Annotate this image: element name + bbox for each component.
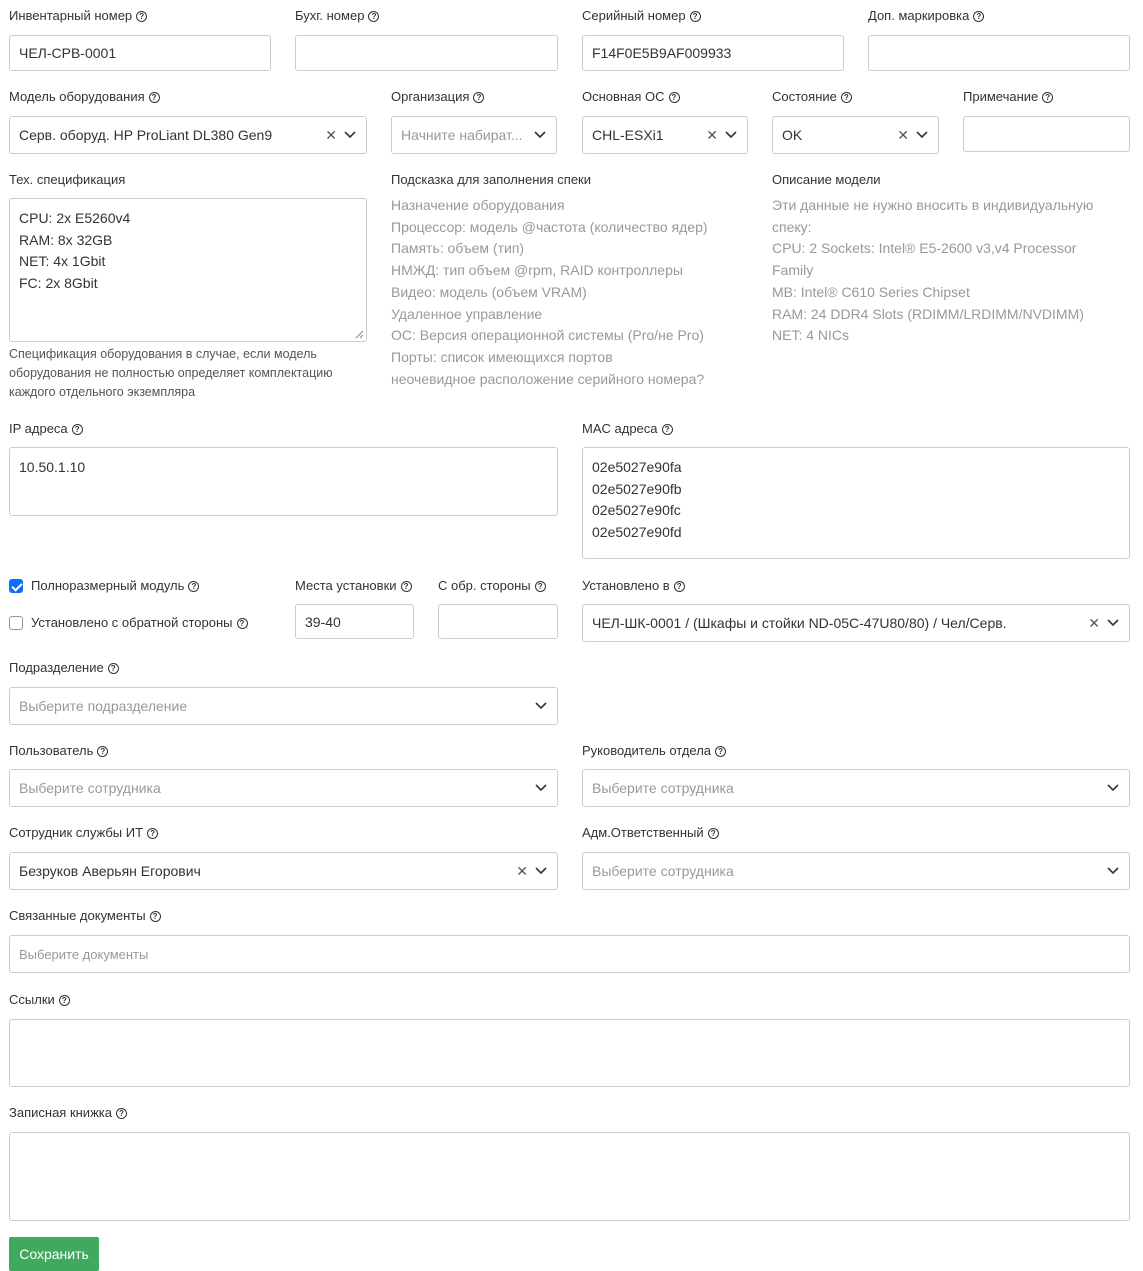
full-size-checkbox[interactable]: [9, 579, 23, 593]
chevron-down-icon[interactable]: [534, 783, 548, 793]
it-staff-select[interactable]: [9, 852, 558, 890]
spec-hint-line: Назначение оборудования: [391, 197, 565, 213]
spec-line: NET: 4x 1Gbit: [19, 253, 106, 270]
question-circle-icon[interactable]: ?: [669, 92, 680, 103]
user-label: Пользователь ?: [9, 743, 108, 759]
question-circle-icon[interactable]: ?: [973, 11, 984, 22]
model-desc-line: Эти данные не нужно вносить в индивидуальную: [772, 197, 1094, 213]
installed-in-value: ЧЕЛ-ШК-0001 / (Шкафы и стойки ND-05C-47U80/80) / Чел/Серв.: [592, 615, 1007, 631]
it-staff-value: Безруков Аверьян Егорович: [19, 863, 201, 879]
chevron-down-icon[interactable]: [343, 130, 357, 140]
spec-hint-line: неочевидное расположение серийного номера?: [391, 370, 705, 387]
os-value: CHL-ESXi1: [592, 127, 664, 143]
os-label: Основная ОС ?: [582, 89, 680, 105]
spec-line: RAM: 8x 32GB: [19, 231, 113, 248]
spec-line: CPU: 2x E5260v4: [19, 210, 131, 226]
department-select[interactable]: [9, 687, 558, 725]
question-circle-icon[interactable]: ?: [97, 746, 108, 757]
chevron-down-icon[interactable]: [1106, 618, 1120, 628]
spec-hint-line: Видео: модель (объем VRAM): [391, 283, 587, 300]
spec-hint-line: ОС: Версия операционной системы (Pro/не Pro): [391, 327, 704, 344]
model-select[interactable]: [9, 116, 367, 154]
clear-x-icon[interactable]: ✕: [1088, 614, 1100, 631]
spec-help-line: оборудования не полностью определяет комплектацию: [9, 366, 333, 380]
spec-textarea[interactable]: [9, 198, 367, 342]
docs-placeholder: Выберите документы: [19, 946, 149, 962]
spec-hint-text: [391, 195, 761, 390]
ip-textarea[interactable]: [9, 447, 558, 516]
it-staff-label: Сотрудник службы ИТ ?: [9, 825, 158, 841]
docs-label: Связанные документы ?: [9, 908, 161, 924]
extra-marking-input[interactable]: [868, 35, 1130, 71]
question-circle-icon[interactable]: ?: [708, 828, 719, 839]
question-circle-icon[interactable]: ?: [108, 663, 119, 674]
organization-placeholder: Начните набират...: [401, 127, 523, 143]
question-circle-icon[interactable]: ?: [674, 581, 685, 592]
back-places-label: С обр. стороны ?: [438, 578, 546, 594]
ip-line: 10.50.1.10: [19, 459, 86, 475]
spec-help-line: Спецификация оборудования в случае, если модель: [9, 347, 317, 361]
save-button[interactable]: Сохранить: [9, 1237, 99, 1271]
spec-line: FC: 2x 8Gbit: [19, 275, 98, 292]
model-value: Серв. оборуд. HP ProLiant DL380 Gen9: [19, 127, 273, 143]
department-placeholder: Выберите подразделение: [19, 698, 188, 714]
note-input[interactable]: [963, 116, 1130, 152]
mac-line: 02e5027e90fb: [592, 480, 682, 497]
question-circle-icon[interactable]: ?: [116, 1108, 127, 1119]
model-desc-line: NET: 4 NICs: [772, 327, 850, 344]
clear-x-icon[interactable]: ✕: [897, 126, 909, 143]
question-circle-icon[interactable]: ?: [535, 581, 546, 592]
back-side-checkbox[interactable]: [9, 616, 23, 630]
links-label: Ссылки ?: [9, 992, 70, 1008]
head-placeholder: Выберите сотрудника: [592, 780, 734, 796]
model-desc-line: CPU: 2 Sockets: Intel® E5-2600 v3,v4 Processor: [772, 240, 1077, 257]
spec-hint-line: Удаленное управление: [391, 305, 543, 322]
question-circle-icon[interactable]: ?: [1042, 92, 1053, 103]
question-circle-icon[interactable]: ?: [150, 911, 161, 922]
notebook-textarea[interactable]: [9, 1132, 1130, 1221]
model-desc-text: [772, 195, 1137, 347]
user-select[interactable]: [9, 769, 558, 807]
spec-help-line: каждого отдельного экземпляра: [9, 385, 196, 399]
spec-hint-line: Порты: список имеющихся портов: [391, 348, 613, 365]
clear-x-icon[interactable]: ✕: [516, 862, 528, 879]
extra-marking-label: Доп. маркировка ?: [868, 8, 984, 24]
question-circle-icon[interactable]: ?: [237, 618, 248, 629]
question-circle-icon[interactable]: ?: [188, 581, 199, 592]
organization-select[interactable]: [391, 116, 557, 154]
model-desc-line: спеку:: [772, 218, 812, 235]
chevron-down-icon[interactable]: [534, 701, 548, 711]
question-circle-icon[interactable]: ?: [59, 995, 70, 1006]
spec-hint-line: Процессор: модель @частота (количество ядер): [391, 218, 708, 235]
model-label: Модель оборудования ?: [9, 89, 160, 105]
mac-label: MAC адреса ?: [582, 421, 673, 437]
inventory-input[interactable]: ЧЕЛ-СРВ-0001: [9, 35, 271, 71]
question-circle-icon[interactable]: ?: [72, 424, 83, 435]
state-label: Состояние ?: [772, 89, 852, 105]
question-circle-icon[interactable]: ?: [149, 92, 160, 103]
spec-label: Тех. спецификация: [9, 172, 126, 187]
spec-hint-line: Память: объем (тип): [391, 240, 525, 257]
chevron-down-icon[interactable]: [1106, 866, 1120, 876]
inventory-label: Инвентарный номер ?: [9, 8, 147, 24]
accounting-input[interactable]: [295, 35, 558, 71]
question-circle-icon[interactable]: ?: [401, 581, 412, 592]
model-desc-line: MB: Intel® C610 Series Chipset: [772, 283, 970, 300]
state-select[interactable]: [772, 116, 939, 154]
full-size-label: Полноразмерный модуль ?: [31, 578, 199, 594]
model-desc-line: Family: [772, 262, 814, 279]
head-select[interactable]: [582, 769, 1130, 807]
question-circle-icon[interactable]: ?: [473, 92, 484, 103]
installed-in-select[interactable]: [582, 604, 1130, 642]
user-placeholder: Выберите сотрудника: [19, 780, 161, 796]
places-input[interactable]: 39-40: [295, 604, 414, 639]
question-circle-icon[interactable]: ?: [662, 424, 673, 435]
notebook-label: Записная книжка ?: [9, 1105, 127, 1121]
mac-line: 02e5027e90fd: [592, 524, 682, 541]
serial-input[interactable]: F14F0E5B9AF009933: [582, 35, 844, 71]
back-side-label: Установлено с обратной стороны ?: [31, 615, 248, 631]
state-value: OK: [782, 127, 803, 143]
serial-label: Серийный номер ?: [582, 8, 701, 24]
question-circle-icon[interactable]: ?: [136, 11, 147, 22]
spec-hint-label: Подсказка для заполнения спеки: [391, 172, 592, 187]
mac-textarea[interactable]: [582, 447, 1130, 559]
os-select[interactable]: [582, 116, 748, 154]
question-circle-icon[interactable]: ?: [715, 746, 726, 757]
chevron-down-icon[interactable]: [1106, 783, 1120, 793]
chevron-down-icon[interactable]: [724, 130, 738, 140]
spec-help: [9, 345, 379, 402]
clear-x-icon[interactable]: ✕: [706, 126, 718, 143]
model-desc-line: RAM: 24 DDR4 Slots (RDIMM/LRDIMM/NVDIMM): [772, 305, 1084, 322]
back-places-input[interactable]: [438, 604, 558, 639]
places-label: Места установки ?: [295, 578, 412, 594]
chevron-down-icon[interactable]: [534, 866, 548, 876]
docs-select[interactable]: [9, 935, 1130, 973]
mac-line: 02e5027e90fc: [592, 502, 681, 519]
resize-handle-icon[interactable]: [355, 330, 364, 339]
department-label: Подразделение ?: [9, 660, 119, 676]
links-textarea[interactable]: [9, 1019, 1130, 1087]
note-label: Примечание ?: [963, 89, 1053, 105]
model-desc-label: Описание модели: [772, 172, 881, 187]
spec-hint-line: НМЖД: тип объем @rpm, RAID контроллеры: [391, 262, 683, 279]
question-circle-icon[interactable]: ?: [690, 11, 701, 22]
installed-in-label: Установлено в ?: [582, 578, 685, 594]
admin-label: Адм.Ответственный ?: [582, 825, 719, 841]
clear-x-icon[interactable]: ✕: [325, 126, 337, 143]
chevron-down-icon[interactable]: [915, 130, 929, 140]
ip-label: IP адреса ?: [9, 421, 83, 437]
accounting-label: Бухг. номер ?: [295, 8, 379, 24]
mac-line: 02e5027e90fa: [592, 459, 682, 475]
question-circle-icon[interactable]: ?: [841, 92, 852, 103]
admin-placeholder: Выберите сотрудника: [592, 863, 734, 879]
question-circle-icon[interactable]: ?: [368, 11, 379, 22]
question-circle-icon[interactable]: ?: [147, 828, 158, 839]
admin-select[interactable]: [582, 852, 1130, 890]
organization-label: Организация ?: [391, 89, 484, 105]
chevron-down-icon[interactable]: [533, 130, 547, 140]
head-label: Руководитель отдела ?: [582, 743, 726, 759]
